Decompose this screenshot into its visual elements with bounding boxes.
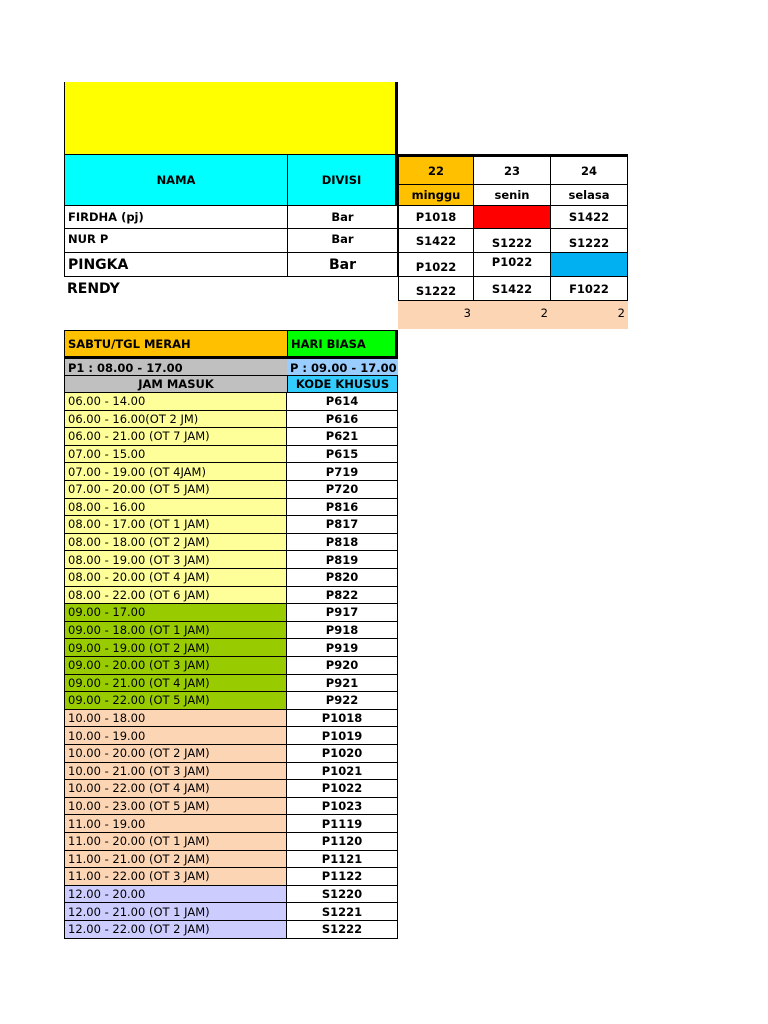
employee-name: NUR P [64, 228, 288, 253]
legend-jam-masuk: 08.00 - 16.00 [64, 499, 287, 517]
legend-jam-masuk: 11.00 - 20.00 (OT 1 JAM) [64, 833, 287, 851]
legend-kode-khusus: P1023 [287, 798, 398, 816]
legend-jam-masuk: 06.00 - 21.00 (OT 7 JAM) [64, 428, 287, 446]
legend-jam-masuk: 07.00 - 20.00 (OT 5 JAM) [64, 481, 287, 499]
total-count: 2 [617, 306, 625, 320]
legend-jam-masuk: 08.00 - 20.00 (OT 4 JAM) [64, 569, 287, 587]
legend-kode-khusus: P621 [287, 428, 398, 446]
legend-row [64, 481, 398, 499]
legend-jam-masuk: 10.00 - 19.00 [64, 727, 287, 745]
day-date-2: 23 [473, 154, 551, 185]
shift-cell: P1022 [473, 252, 551, 277]
legend-jam-masuk: 06.00 - 16.00(OT 2 JM) [64, 411, 287, 429]
shift-cell: S1222 [473, 228, 551, 253]
legend-row [64, 692, 398, 710]
day-name-1: minggu [398, 184, 474, 206]
legend-jam-masuk: 07.00 - 15.00 [64, 446, 287, 464]
legend-jam-masuk: 08.00 - 18.00 (OT 2 JAM) [64, 534, 287, 552]
legend-row [64, 851, 398, 869]
legend-jam-masuk: 10.00 - 22.00 (OT 4 JAM) [64, 780, 287, 798]
legend-kode-khusus: S1221 [287, 903, 398, 921]
employee-divisi: Bar [287, 228, 398, 253]
legend-row [64, 886, 398, 904]
legend-kode-khusus: P917 [287, 604, 398, 622]
legend-col-kode: KODE KHUSUS [287, 375, 398, 393]
legend-row [64, 569, 398, 587]
legend-row [64, 815, 398, 833]
legend-jam-masuk: 09.00 - 21.00 (OT 4 JAM) [64, 675, 287, 693]
legend-jam-masuk: 12.00 - 21.00 (OT 1 JAM) [64, 903, 287, 921]
legend-row [64, 868, 398, 886]
legend-jam-masuk: 11.00 - 22.00 (OT 3 JAM) [64, 868, 287, 886]
employee-name: PINGKA [64, 252, 288, 277]
legend-jam-masuk: 09.00 - 19.00 (OT 2 JAM) [64, 639, 287, 657]
legend-kode-khusus: P1022 [287, 780, 398, 798]
total-count: 2 [540, 306, 548, 320]
header-divisi: DIVISI [287, 154, 398, 206]
legend-kode-khusus: P920 [287, 657, 398, 675]
legend-jam-masuk: 09.00 - 20.00 (OT 3 JAM) [64, 657, 287, 675]
legend-jam-masuk: 10.00 - 18.00 [64, 710, 287, 728]
legend-weekend-label: SABTU/TGL MERAH [64, 330, 288, 359]
legend-kode-khusus: P818 [287, 534, 398, 552]
legend-jam-masuk: 11.00 - 21.00 (OT 2 JAM) [64, 851, 287, 869]
shift-cell: S1222 [550, 228, 628, 253]
legend-row [64, 780, 398, 798]
shift-cell: P1022 [398, 252, 474, 277]
shift-cell-blue [550, 252, 628, 277]
legend-kode-khusus: P1119 [287, 815, 398, 833]
shift-cell: F1022 [550, 276, 628, 301]
legend-row [64, 745, 398, 763]
legend-row [64, 499, 398, 517]
legend-kode-khusus: P819 [287, 551, 398, 569]
legend-row [64, 657, 398, 675]
employee-divisi: Bar [287, 205, 398, 229]
day-name-3: selasa [550, 184, 628, 206]
shift-cell: S1422 [550, 205, 628, 229]
legend-row [64, 727, 398, 745]
legend-row [64, 622, 398, 640]
shift-cell: S1222 [398, 276, 474, 301]
legend-kode-khusus: P1018 [287, 710, 398, 728]
legend-kode-khusus: S1220 [287, 886, 398, 904]
legend-jam-masuk: 09.00 - 17.00 [64, 604, 287, 622]
employee-name: RENDY [67, 281, 120, 297]
shift-cell: S1422 [473, 276, 551, 301]
legend-weekday-label: HARI BIASA [287, 330, 398, 359]
legend-row [64, 604, 398, 622]
legend-row [64, 833, 398, 851]
legend-jam-masuk: 07.00 - 19.00 (OT 4JAM) [64, 463, 287, 481]
day-name-2: senin [473, 184, 551, 206]
legend-row [64, 921, 398, 939]
legend-row [64, 551, 398, 569]
legend-jam-masuk: 09.00 - 22.00 (OT 5 JAM) [64, 692, 287, 710]
legend-jam-masuk: 10.00 - 21.00 (OT 3 JAM) [64, 763, 287, 781]
legend-row [64, 516, 398, 534]
legend-kode-khusus: P1120 [287, 833, 398, 851]
legend-row [64, 411, 398, 429]
legend-kode-khusus: P615 [287, 446, 398, 464]
legend-kode-khusus: P822 [287, 587, 398, 605]
legend-kode-khusus: P919 [287, 639, 398, 657]
legend-row [64, 587, 398, 605]
header-nama: NAMA [64, 154, 288, 206]
legend-kode-khusus: P720 [287, 481, 398, 499]
legend-kode-khusus: P1021 [287, 763, 398, 781]
legend-jam-masuk: 10.00 - 20.00 (OT 2 JAM) [64, 745, 287, 763]
legend-row [64, 639, 398, 657]
legend-jam-masuk: 10.00 - 23.00 (OT 5 JAM) [64, 798, 287, 816]
legend-p-label: P : 09.00 - 17.00 [287, 359, 398, 376]
employee-name: FIRDHA (pj) [64, 205, 288, 229]
employee-divisi: Bar [287, 252, 398, 277]
legend-jam-masuk: 08.00 - 17.00 (OT 1 JAM) [64, 516, 287, 534]
legend-row [64, 446, 398, 464]
legend-jam-masuk: 08.00 - 22.00 (OT 6 JAM) [64, 587, 287, 605]
title-banner [64, 82, 398, 154]
legend-kode-khusus: S1222 [287, 921, 398, 939]
legend-kode-khusus: P719 [287, 463, 398, 481]
legend-row [64, 393, 398, 411]
legend-p1-label: P1 : 08.00 - 17.00 [64, 359, 288, 376]
legend-col-jam: JAM MASUK [64, 375, 288, 393]
total-count: 3 [463, 306, 471, 320]
legend-jam-masuk: 06.00 - 14.00 [64, 393, 287, 411]
shift-cell-red [473, 205, 551, 229]
legend-kode-khusus: P1020 [287, 745, 398, 763]
legend-kode-khusus: P921 [287, 675, 398, 693]
legend-kode-khusus: P820 [287, 569, 398, 587]
legend-row [64, 534, 398, 552]
day-date-1: 22 [398, 154, 474, 185]
legend-kode-khusus: P918 [287, 622, 398, 640]
legend-jam-masuk: 12.00 - 20.00 [64, 886, 287, 904]
legend-kode-khusus: P1019 [287, 727, 398, 745]
legend-jam-masuk: 12.00 - 22.00 (OT 2 JAM) [64, 921, 287, 939]
legend-kode-khusus: P616 [287, 411, 398, 429]
shift-cell: S1422 [398, 228, 474, 253]
legend-jam-masuk: 08.00 - 19.00 (OT 3 JAM) [64, 551, 287, 569]
legend-kode-khusus: P1122 [287, 868, 398, 886]
legend-table [64, 393, 398, 941]
legend-row [64, 798, 398, 816]
legend-jam-masuk: 09.00 - 18.00 (OT 1 JAM) [64, 622, 287, 640]
legend-row [64, 675, 398, 693]
legend-row [64, 710, 398, 728]
legend-row [64, 903, 398, 921]
legend-kode-khusus: P1121 [287, 851, 398, 869]
legend-row [64, 763, 398, 781]
shift-cell: P1018 [398, 205, 474, 229]
legend-jam-masuk: 11.00 - 19.00 [64, 815, 287, 833]
legend-kode-khusus: P817 [287, 516, 398, 534]
legend-kode-khusus: P614 [287, 393, 398, 411]
legend-kode-khusus: P816 [287, 499, 398, 517]
legend-kode-khusus: P922 [287, 692, 398, 710]
day-date-3: 24 [550, 154, 628, 185]
legend-row [64, 428, 398, 446]
legend-row [64, 463, 398, 481]
